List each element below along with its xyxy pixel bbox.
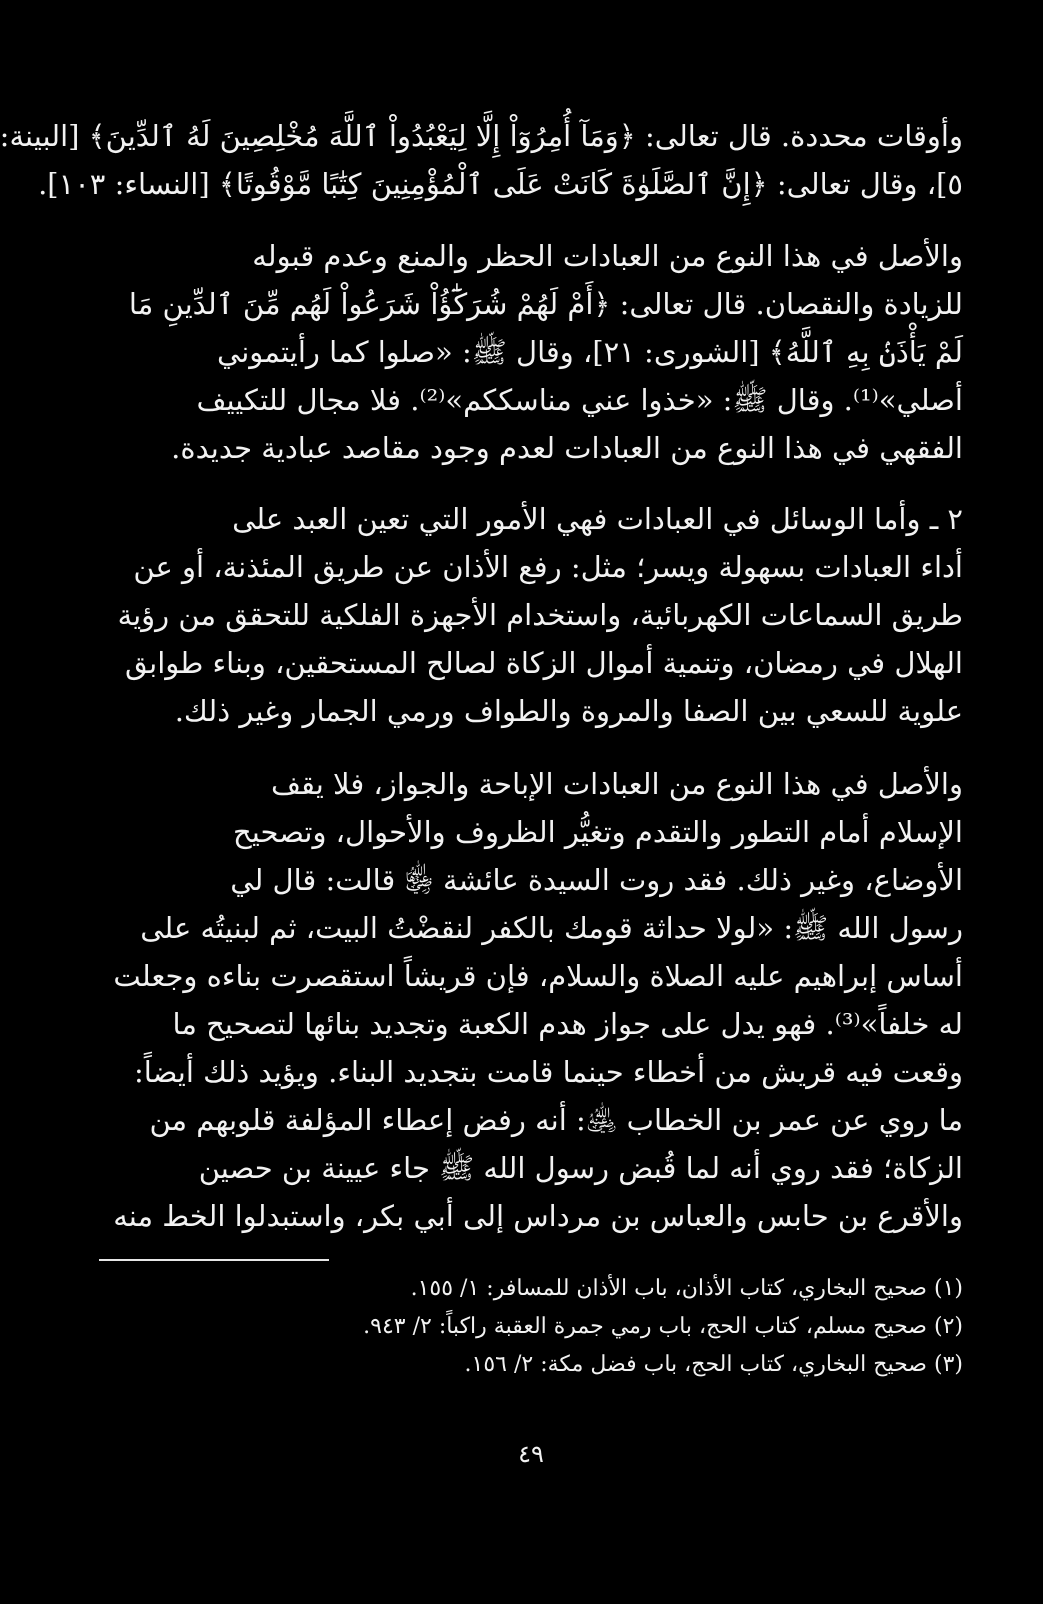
paragraph-3 xyxy=(99,495,963,735)
text-line: له خلفاً»⁽³⁾. فهو يدل على جواز هدم الكعبة وتجديد بنائها لتصحيح ما xyxy=(172,1007,963,1041)
text-line: أداء العبادات بسهولة ويسر؛ مثل: رفع الأذان عن طريق المئذنة، أو عن xyxy=(133,550,963,584)
text-line: رسول الله ﷺ: «لولا حداثة قومك بالكفر لنقضْتُ البيت، ثم لبنيتُه على xyxy=(140,911,963,945)
text-line: والأقرع بن حابس والعباس بن مرداس إلى أبي بكر، واستبدلوا الخط منه xyxy=(113,1199,963,1233)
text-line: والأصل في هذا النوع من العبادات الإباحة والجواز، فلا يقف xyxy=(271,767,963,801)
text-line: أصلي»⁽¹⁾. وقال ﷺ: «خذوا عني مناسككم»⁽²⁾. فلا مجال للتكييف xyxy=(196,383,963,417)
footnote-1: (١) صحيح البخاري، كتاب الأذان، باب الأذان للمسافر: ١/ ١٥٥. xyxy=(410,1276,963,1301)
footnotes xyxy=(99,1270,963,1384)
text-line: الإسلام أمام التطور والتقدم وتغيُّر الظروف والأحوال، وتصحيح xyxy=(233,815,963,849)
text-line: ٢ ـ وأما الوسائل في العبادات فهي الأمور التي تعين العبد على xyxy=(232,502,963,536)
text-line: والأصل في هذا النوع من العبادات الحظر والمنع وعدم قبوله xyxy=(252,239,963,273)
text-line: الزكاة؛ فقد روي أنه لما قُبض رسول الله ﷺ جاء عيينة بن حصين xyxy=(198,1151,963,1185)
text-line: ما روي عن عمر بن الخطاب ﵁: أنه رفض إعطاء المؤلفة قلوبهم من xyxy=(149,1103,963,1137)
text-line: وأوقات محددة. قال تعالى: ﴿وَمَآ أُمِرُوٓاْ إِلَّا لِيَعْبُدُواْ ٱللَّهَ مُخْلِصِينَ لَهُ ٱلدِّينَ﴾ [البينة: xyxy=(0,119,963,153)
footnote-3: (٣) صحيح البخاري، كتاب الحج، باب فضل مكة: ٢/ ١٥٦. xyxy=(464,1352,963,1377)
footnote-separator xyxy=(99,1259,329,1261)
paragraph-4 xyxy=(99,760,963,1240)
text-line: طريق السماعات الكهربائية، واستخدام الأجهزة الفلكية للتحقق من رؤية xyxy=(117,598,963,632)
text-line: الأوضاع، وغير ذلك. فقد روت السيدة عائشة ﵂ قالت: قال لي xyxy=(230,863,963,897)
text-line: ٥]، وقال تعالى: ﴿إِنَّ ٱلصَّلَوٰةَ كَانَتْ عَلَى ٱلْمُؤْمِنِينَ كِتَٰبًا مَّوْقُوتًا﴾ [النساء: ١٠٣]. xyxy=(38,167,963,201)
paragraph-1 xyxy=(0,112,963,208)
text-line: وقعت فيه قريش من أخطاء حينما قامت بتجديد البناء. ويؤيد ذلك أيضاً: xyxy=(134,1055,963,1089)
text-line: الفقهي في هذا النوع من العبادات لعدم وجود مقاصد عبادية جديدة. xyxy=(171,431,963,465)
page-number: ٤٩ xyxy=(518,1440,544,1468)
text-line: الهلال في رمضان، وتنمية أموال الزكاة لصالح المستحقين، وبناء طوابق xyxy=(124,646,963,680)
text-line: علوية للسعي بين الصفا والمروة والطواف ورمي الجمار وغير ذلك. xyxy=(174,694,963,728)
footnote-2: (٢) صحيح مسلم، كتاب الحج، باب رمي جمرة العقبة راكباً: ٢/ ٩٤٣. xyxy=(363,1314,963,1339)
text-line: للزيادة والنقصان. قال تعالى: ﴿أَمْ لَهُمْ شُرَكَٰٓؤُاْ شَرَعُواْ لَهُم مِّنَ ٱلدِّينِ مَا xyxy=(128,287,963,321)
text-line: أساس إبراهيم عليه الصلاة والسلام، فإن قريشاً استقصرت بناءه وجعلت xyxy=(113,959,963,993)
paragraph-2 xyxy=(99,232,963,472)
text-line: لَمْ يَأْذَنۢ بِهِ ٱللَّهُ﴾ [الشورى: ٢١]، وقال ﷺ: «صلوا كما رأيتموني xyxy=(217,335,963,369)
